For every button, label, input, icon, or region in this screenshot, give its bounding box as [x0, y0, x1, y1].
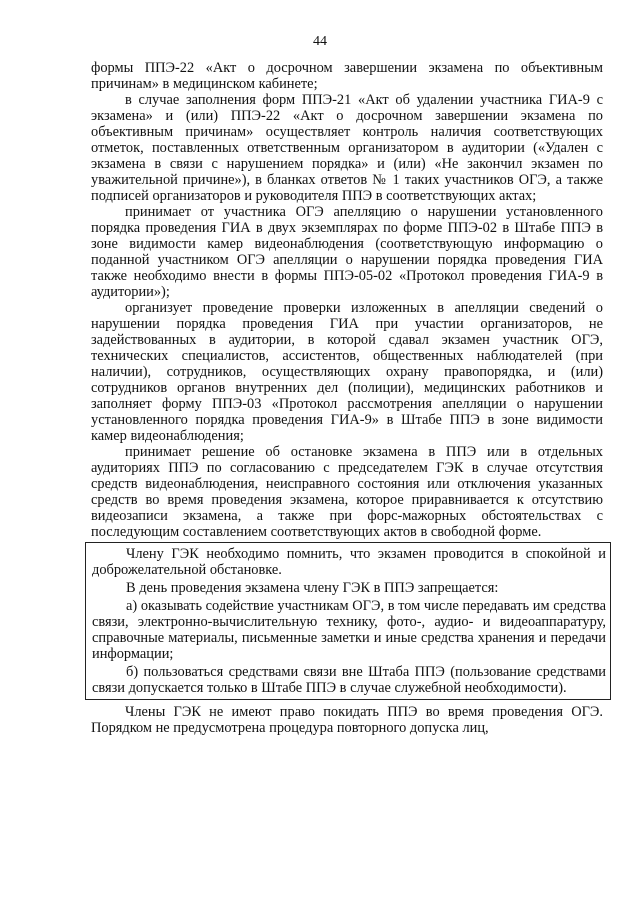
paragraph-appeal-acceptance: принимает от участника ОГЭ апелляцию о нарушении установленного порядка проведения ГИА в двух экземплярах по форме ППЭ-02 в Штабе ППЭ в зоне видимости камер видеонаблюдения (соответствующую информацию о поданной участником ОГЭ апелляции о нарушении порядка проведения ГИА также необходимо внести в формы ППЭ-05-02 «Протокол проведения ГИА-9 в аудитории»); [91, 204, 603, 300]
paragraph-leave-restriction: Члены ГЭК не имеют право покидать ППЭ во время проведения ОГЭ. Порядком не предусмотрена процедура повторного допуска лиц, [91, 704, 603, 736]
note-calm-atmosphere: Члену ГЭК необходимо помнить, что экзамен проводится в спокойной и доброжелательной обстановке. [92, 546, 606, 578]
paragraph-continuation: формы ППЭ-22 «Акт о досрочном завершении экзамена по объективным причинам» в медицинском кабинете; [91, 60, 603, 92]
document-body [91, 60, 606, 736]
paragraph-appeal-check: организует проведение проверки изложенных в апелляции сведений о нарушении порядка проведения ГИА при участии организаторов, не задействованных в аудитории, в которой сдавал экзамен участник ОГЭ, технических специалистов, ассистентов, общественных наблюдателей (при наличии), сотрудников, осуществляющих охрану правопорядка, и (или) сотрудников органов внутренних дел (полиции), медицинских работников и заполняет форму ППЭ-03 «Протокол рассмотрения апелляции о нарушении установленного порядка проведения ГИА-9» в Штабе ППЭ в зоне видимости камер видеонаблюдения; [91, 300, 603, 444]
page-number: 44 [313, 34, 327, 49]
note-prohibition-a: а) оказывать содействие участникам ОГЭ, в том числе передавать им средства связи, электронно-вычислительную технику, фото-, аудио- и видеоаппаратуру, справочные материалы, письменные заметки и иные средства хранения и передачи информации; [92, 598, 606, 662]
after-box-section [91, 704, 603, 736]
paragraph-forms-control: в случае заполнения форм ППЭ-21 «Акт об удалении участника ГИА-9 с экзамена» и (или) ППЭ-22 «Акт о досрочном завершении экзамена по объективным причинам» осуществляет контроль наличия соответствующих отметок, поставленных ответственным организатором в аудитории («Удален с экзамена в связи с нарушением порядка» и (или) «Не закончил экзамен по уважительной причине»), в бланках ответов № 1 таких участников ОГЭ, а также подписей организаторов и руководителя ППЭ в соответствующих актах; [91, 92, 603, 204]
note-prohibition-b: б) пользоваться средствами связи вне Штаба ППЭ (пользование средствами связи допускается только в Штабе ППЭ в случае служебной необходимости). [92, 664, 606, 696]
note-prohibitions-heading: В день проведения экзамена члену ГЭК в ППЭ запрещается: [126, 580, 499, 596]
note-box [85, 542, 611, 700]
paragraph-exam-stop: принимает решение об остановке экзамена в ППЭ или в отдельных аудиториях ППЭ по согласованию с председателем ГЭК в случае отсутствия средств видеонаблюдения, неисправного состояния или отключения указанных средств во время проведения экзамена, которое приравнивается к отсутствию видеозаписи экзамена, а также при форс-мажорных обстоятельствах с последующим составлением соответствующих актов в свободной форме. [91, 444, 603, 540]
